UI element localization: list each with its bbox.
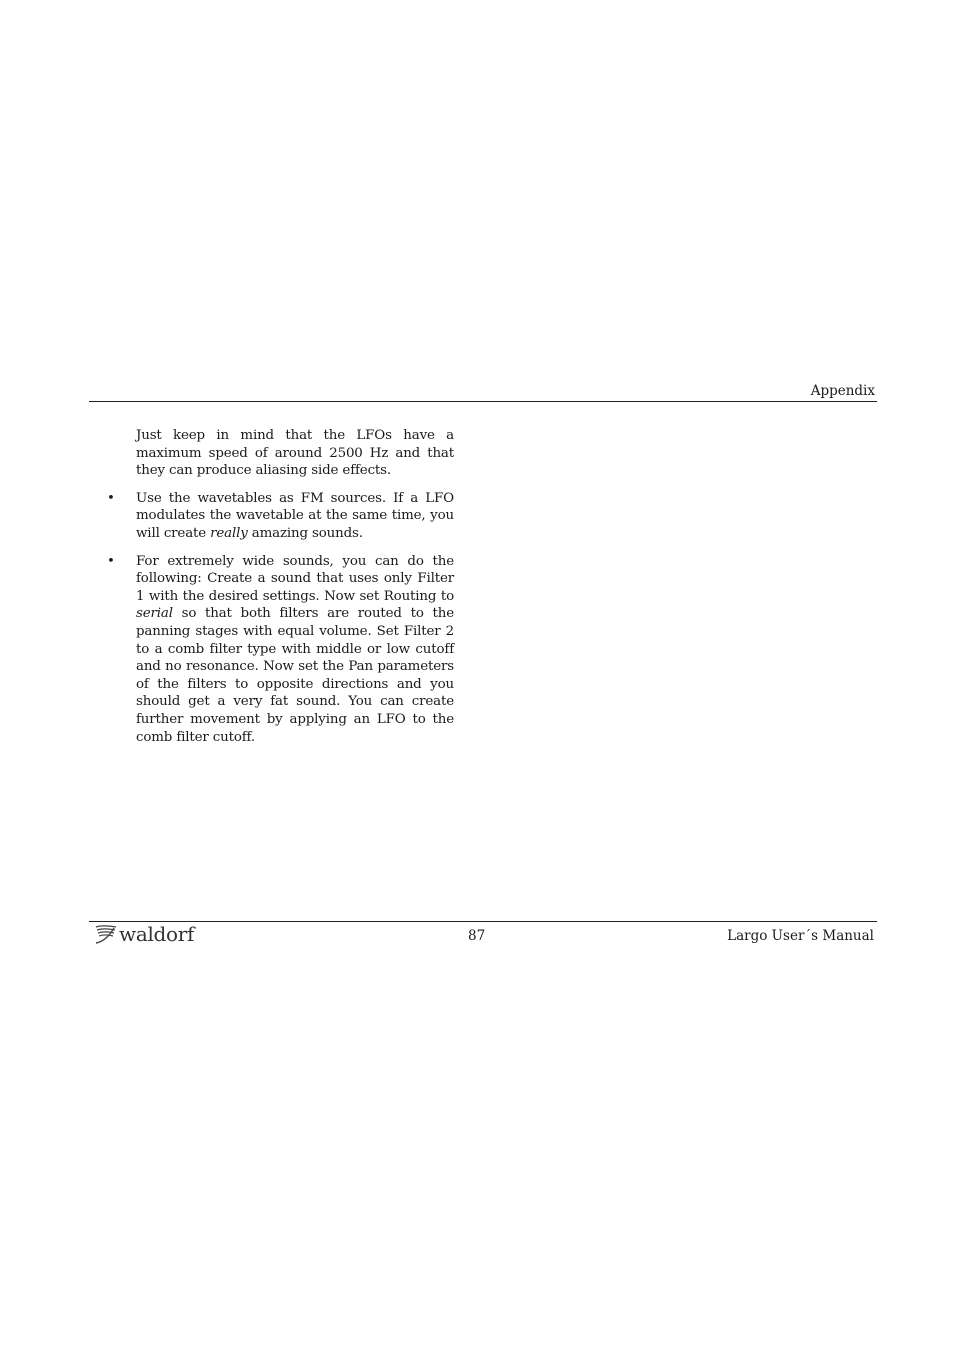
bullet-emphasis: really — [210, 525, 248, 541]
bullet-text: amazing sounds. — [247, 525, 363, 541]
footer-rule — [89, 921, 877, 922]
waldorf-logo-icon — [94, 923, 118, 945]
bullet-emphasis: serial — [136, 606, 173, 622]
page-number: 87 — [468, 928, 486, 944]
bullet-text: For extremely wide sounds, you can do the following: Create a sound that uses only Filter 1 with the desired settings. Now set Routing to — [136, 553, 454, 604]
header-rule — [89, 401, 877, 402]
bullet-item-wavetables — [107, 490, 454, 543]
manual-title: Largo User´s Manual — [727, 928, 874, 944]
waldorf-logo — [94, 921, 194, 947]
body-content — [107, 427, 454, 756]
bullet-text: so that both filters are routed to the panning stages with equal volume. Set Filter 2 to a comb filter type with middle or low cutoff and no resonance. Now set the Pan parameters of the filters to opposite directions and you should get a very fat sound. You can create further movement by applying an LFO to the comb filter cutoff. — [136, 606, 454, 745]
bullet-marker: • — [107, 553, 115, 569]
section-title: Appendix — [810, 383, 875, 399]
bullet-item-wide-sounds — [107, 553, 454, 747]
bullet-text: Use the wavetables as FM sources. If a LFO modulates the wavetable at the same time, you will create — [136, 490, 454, 541]
intro-paragraph: Just keep in mind that the LFOs have a maximum speed of around 2500 Hz and that they can produce aliasing side effects. — [136, 428, 454, 479]
logo-text: waldorf — [119, 922, 195, 946]
bullet-marker: • — [107, 490, 115, 506]
